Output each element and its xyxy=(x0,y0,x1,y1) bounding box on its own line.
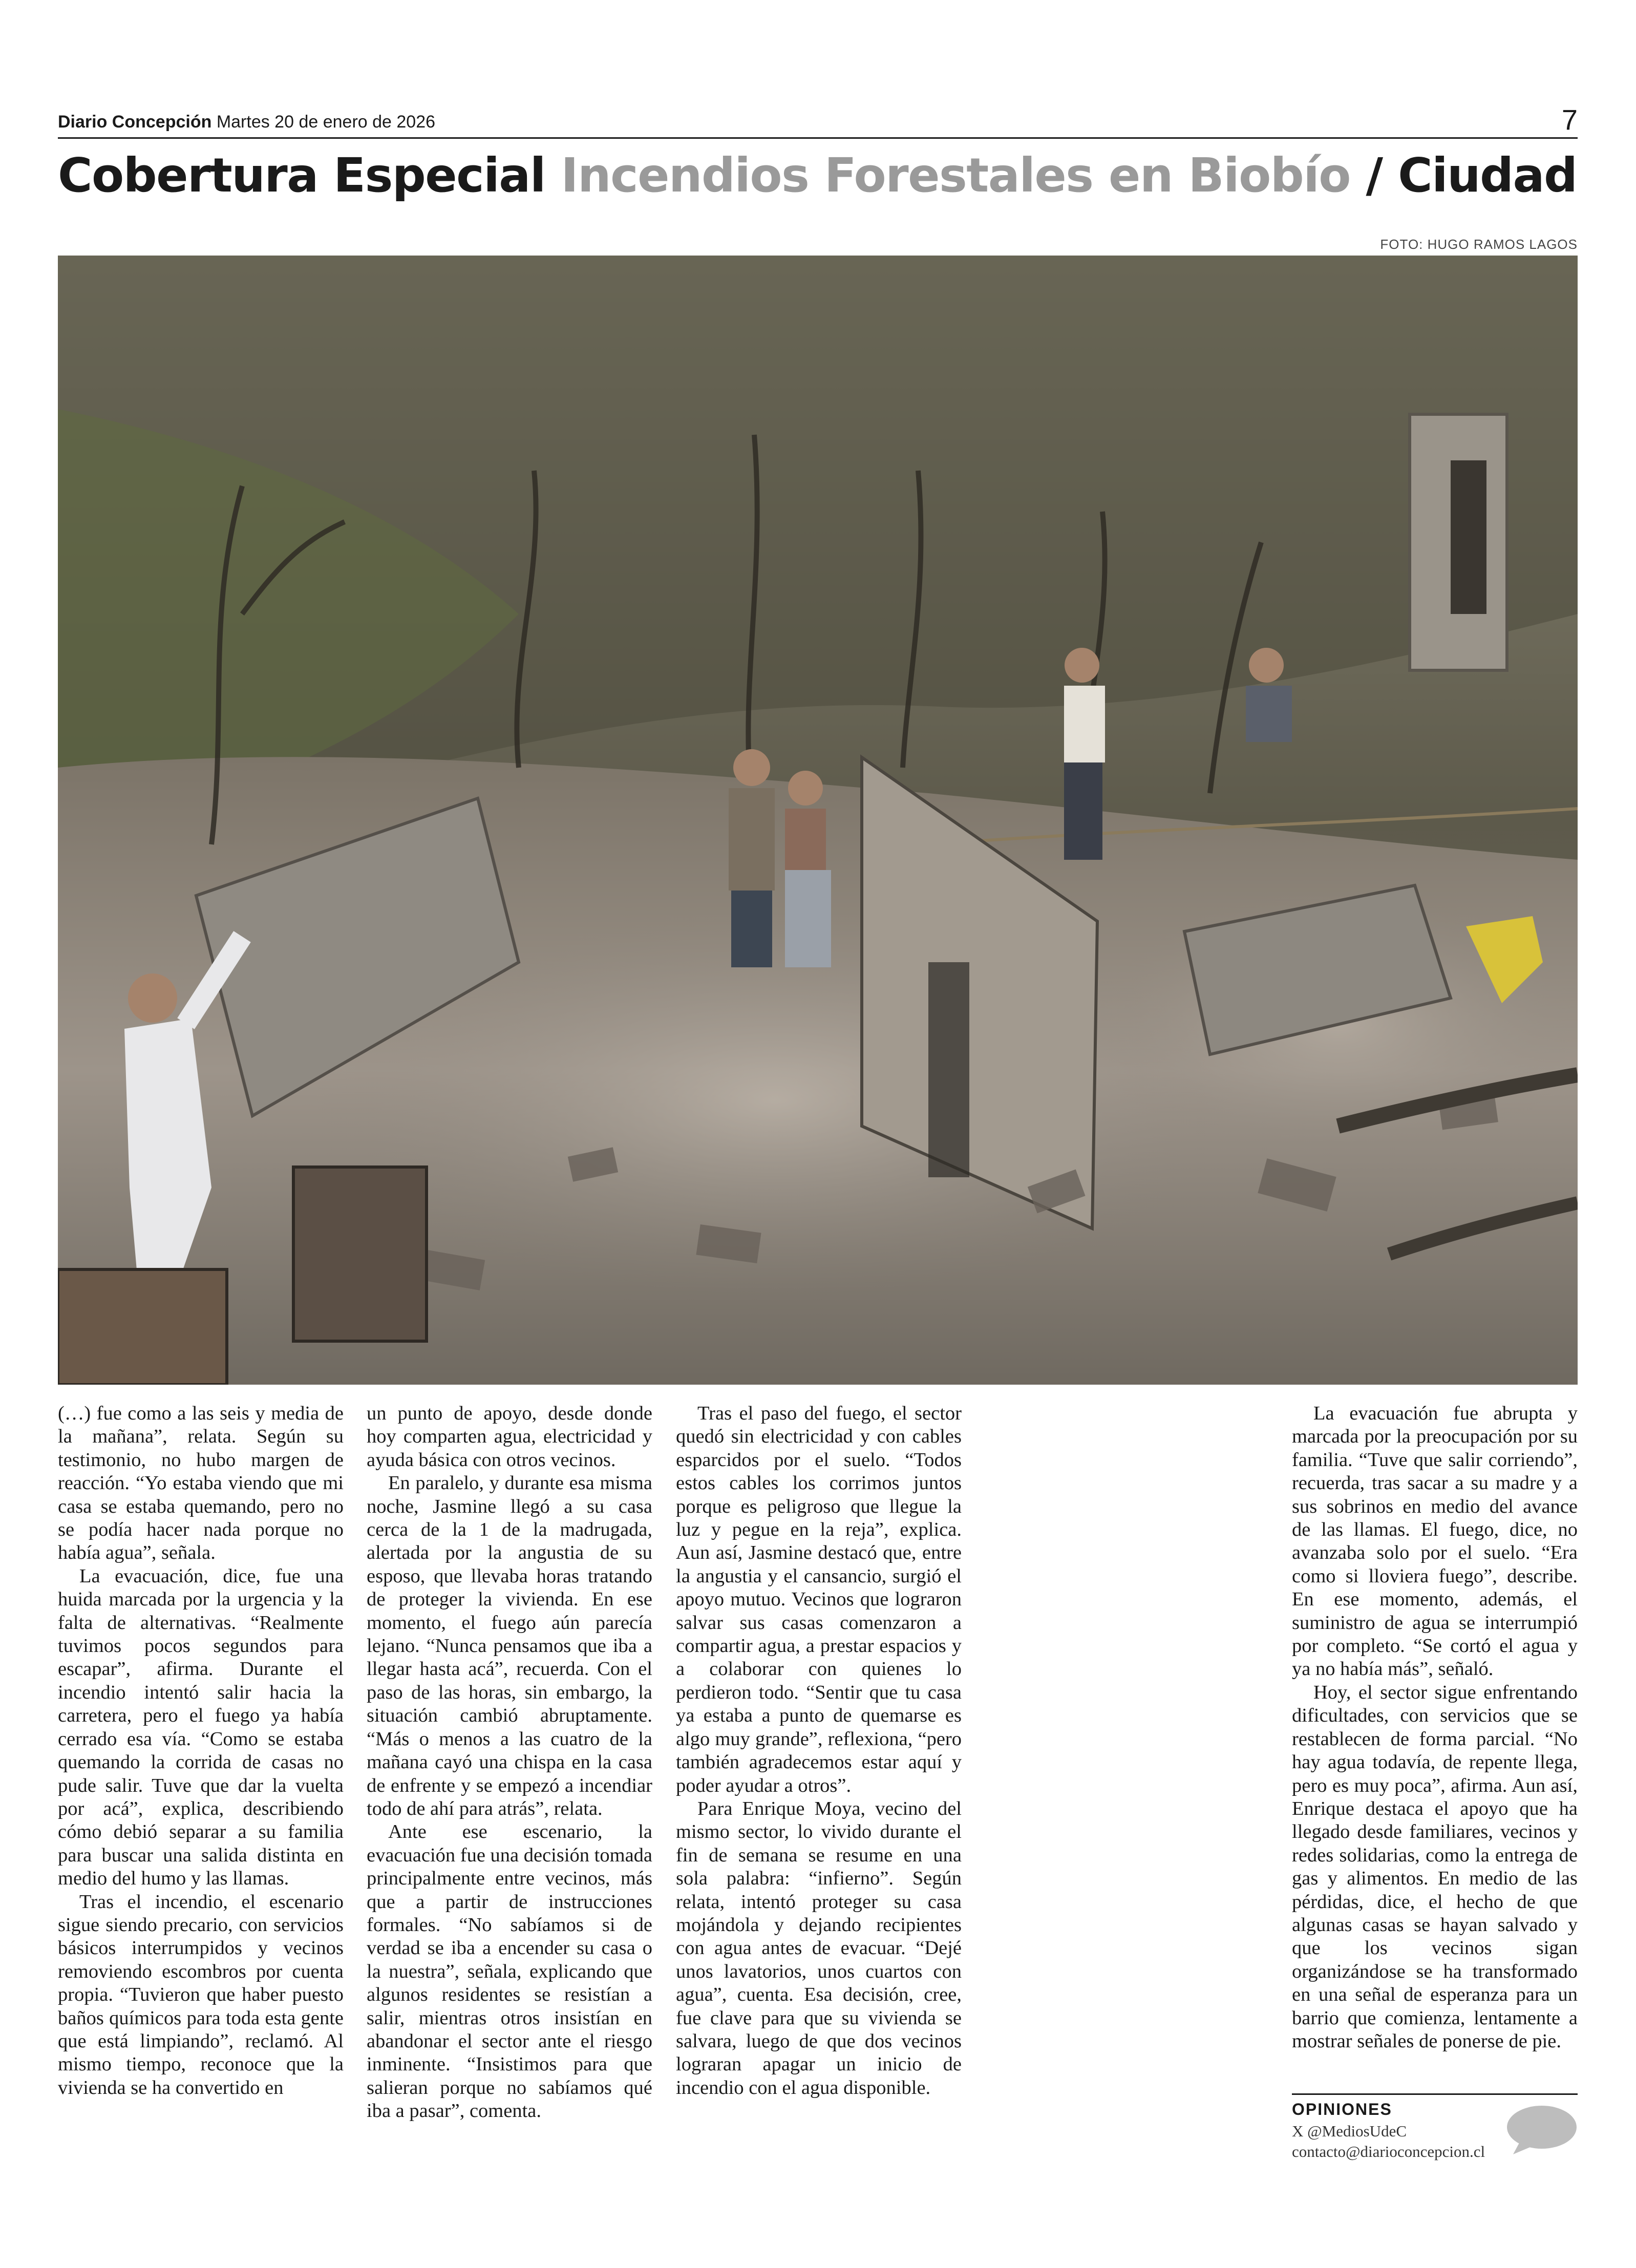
section-separator: / xyxy=(1366,148,1383,203)
article-column-4 xyxy=(1292,1402,1578,2053)
section-topic: Incendios Forestales en Biobío xyxy=(561,148,1350,203)
speech-bubble-icon xyxy=(1506,2104,1578,2155)
article-column-2 xyxy=(367,1402,652,2123)
masthead xyxy=(58,112,435,132)
article-paragraph: Hoy, el sector sigue enfrentando dificultades, con servicios que se restablecen de forma parcial. “No hay agua todavía, de repente llega, pero es muy poca”, afirma. Aun así, Enrique destaca el apoyo que ha llegado desde familiares, vecinos y redes solidarias, como la entrega de gas y alimentos. En medio de las pérdidas, dice, el hecho de que algunas casas se hayan salvado y que los vecinos sigan organizándose se ha transformado en una señal de esperanza para un barrio que comienza, lentamente a mostrar señales de ponerse de pie. xyxy=(1292,1681,1578,2052)
article-paragraph: Ante ese escenario, la evacuación fue una decisión tomada principalmente entre vecinos, más que a partir de instrucciones formales. “No sabíamos si de verdad se iba a encender su casa o la nuestra”, señala, explicando que algunos residentes se resistían a salir, mientras otros insistían en abandonar el sector ante el riesgo inminente. “Insistimos para que salieran porque no sabíamos qué iba a pasar”, comenta. xyxy=(367,1821,653,2122)
section-area: Ciudad xyxy=(1398,148,1577,203)
contact-email[interactable]: contacto@diarioconcepcion.cl xyxy=(1292,2143,1485,2160)
publication-date: Martes 20 de enero de 2026 xyxy=(216,112,436,132)
photo-credit: FOTO: HUGO RAMOS LAGOS xyxy=(1380,237,1578,252)
publication-name: Diario Concepción xyxy=(58,112,212,132)
article-paragraph: (…) fue como a las seis y media de la mañana”, relata. Según su testimonio, no hubo margen de reacción. “Yo estaba viendo que mi casa se estaba quemando, pero no se podía hacer nada porque no había agua”, señala. xyxy=(58,1403,344,1564)
page-number: 7 xyxy=(1561,103,1578,136)
article-paragraph: un punto de apoyo, desde donde hoy comparten agua, electricidad y ayuda básica con otros vecinos. xyxy=(367,1403,652,1471)
article-paragraph: Tras el paso del fuego, el sector quedó sin electricidad y con cables esparcidos por el suelo. “Todos estos cables los corrimos juntos porque es peligroso que llegue la luz y pegue en la reja”, explica. Aun así, Jasmine destacó que, entre la angustia y el cansancio, surgió el apoyo mutuo. Vecinos que lograron salvar sus casas comenzaron a compartir agua, a prestar espacios y a colaborar con quienes lo perdieron todo. “Sentir que tu casa ya estaba a punto de quemarse es algo muy grande”, reflexiona, “pero también agradecemos estar aquí y poder ayudar a otros”. xyxy=(676,1403,962,1796)
section-title xyxy=(58,145,1578,206)
article-paragraph: Tras el incendio, el escenario sigue siendo precario, con servicios básicos interrumpidos y vecinos removiendo escombros por cuenta propia. “Tuvieron que haber puesto baños químicos para toda esta gente que está limpiando”, reclamó. Al mismo tiempo, reconoce que la vivienda se ha convertido en xyxy=(58,1891,344,2099)
social-handle[interactable]: X @MediosUdeC xyxy=(1292,2122,1407,2140)
opinions-box xyxy=(1292,2093,1578,2160)
page-header xyxy=(58,102,1578,139)
fire-aftermath-photo xyxy=(58,256,1578,1385)
article-column-1 xyxy=(58,1402,344,2100)
article-paragraph: Para Enrique Moya, vecino del mismo sector, lo vivido durante el fin de semana se resume en una sola palabra: “infierno”. Según relata, intentó proteger su casa mojándola y dejando recipientes con agua antes de evacuar. “Dejé unos lavatorios, unos cuartos con agua”, cuenta. Esa decisión, cree, fue clave para que su vivienda se salvara, luego de que dos vecinos lograran apagar un inicio de incendio con el agua disponible. xyxy=(676,1797,962,2099)
photo-illustration xyxy=(58,256,1578,1385)
article-paragraph: La evacuación, dice, fue una huida marcada por la urgencia y la falta de alternativas. “Realmente tuvimos pocos segundos para escapar”, afirma. Durante el incendio intentó salir hacia la carretera, pero el fuego ya había cerrado esa vía. “Como se estaba quemando la corrida de casas no pude salir. Tuve que dar la vuelta por acá”, explica, describiendo cómo debió separar a su familia para buscar una salida distinta en medio del humo y las llamas. xyxy=(58,1565,344,1890)
opinions-label: OPINIONES xyxy=(1292,2100,1392,2118)
article-paragraph: La evacuación fue abrupta y marcada por la preocupación por su familia. “Tuve que salir corriendo”, recuerda, tras sacar a su madre y a sus sobrinos en medio del avance de las llamas. El fuego, dice, no avanzaba solo por el suelo. “Era como si lloviera fuego”, describe. En ese momento, además, el suministro de agua se interrumpió por completo. “Se cortó el agua y ya no había más”, señaló. xyxy=(1292,1403,1578,1680)
section-label: Cobertura Especial xyxy=(58,148,545,203)
article-column-3 xyxy=(676,1402,962,2100)
article-paragraph: En paralelo, y durante esa misma noche, Jasmine llegó a su casa cerca de la 1 de la madrugada, alertada por la angustia de su esposo, que llevaba horas tratando de proteger la vivienda. En ese momento, el fuego aún parecía lejano. “Nunca pensamos que iba a llegar hasta acá”, recuerda. Con el paso de las horas, sin embargo, la situación cambió abruptamente. “Más o menos a las cuatro de la mañana cayó una chispa en la casa de enfrente y se empezó a incendiar todo de ahí para atrás”, relata. xyxy=(367,1472,652,1819)
